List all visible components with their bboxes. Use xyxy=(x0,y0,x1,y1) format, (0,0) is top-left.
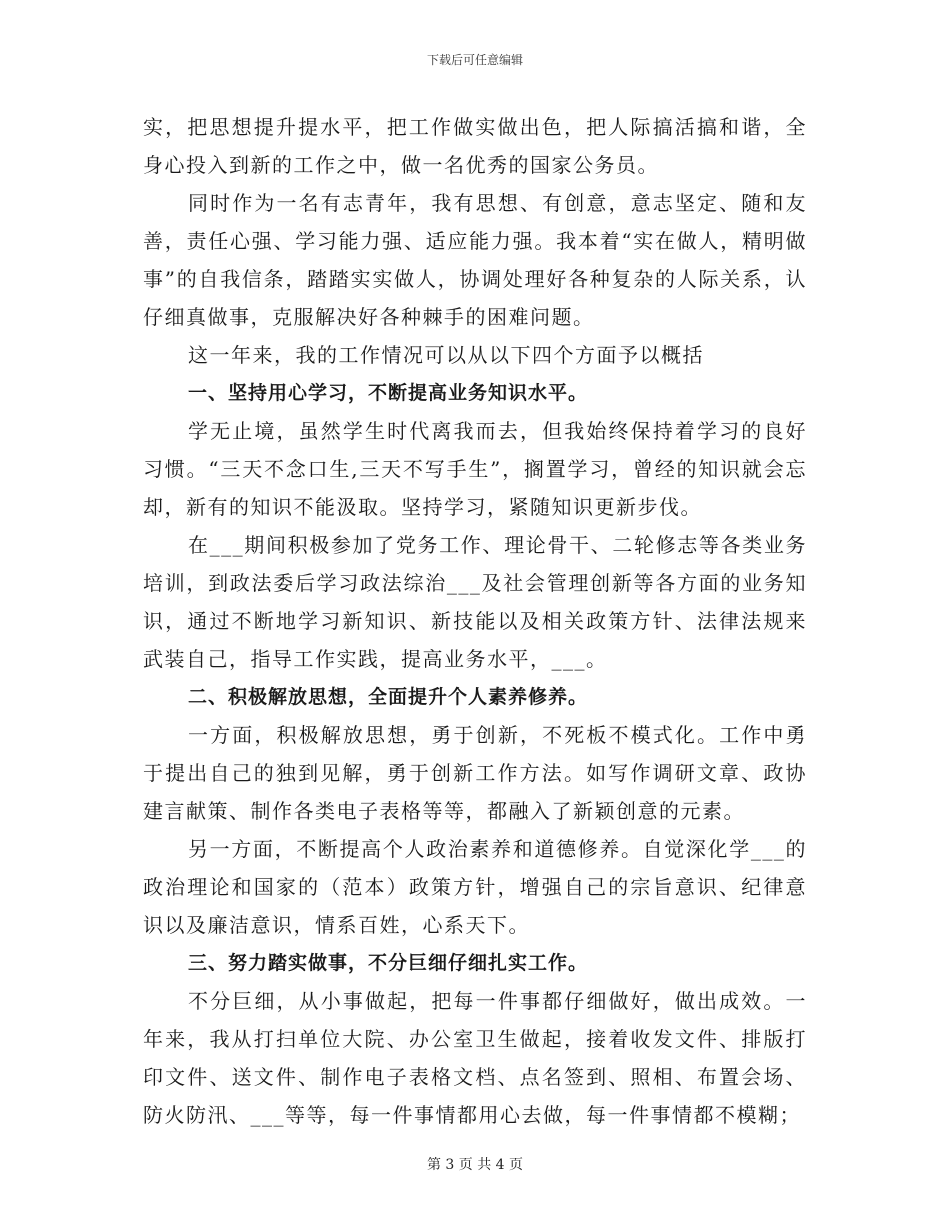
page-footer-number: 第 3 页 共 4 页 xyxy=(426,1157,524,1173)
document-body xyxy=(143,108,807,1134)
section-heading-2: 二、积极解放思想，全面提升个人素养修养。 xyxy=(188,686,589,708)
paragraph-1: 实，把思想提升提水平，把工作做实做出色，把人际搞活搞和谐，全身心投入到新的工作之中，做一名优秀的国家公务员。 xyxy=(143,115,807,177)
paragraph-8: 不分巨细，从小事做起，把每一件事都仔细做好，做出成效。一年来，我从打扫单位大院、办公室卫生做起，接着收发文件、排版打印文件、送文件、制作电子表格文档、点名签到、照相、布置会场、防火防汛、___等等，每一件事情都用心去做，每一件事情都不模糊； xyxy=(143,989,807,1127)
section-heading-3: 三、努力踏实做事，不分巨细仔细扎实工作。 xyxy=(188,952,589,974)
paragraph-4: 学无止境，虽然学生时代离我而去，但我始终保持着学习的良好习惯。“三天不念口生,三天不写手生”，搁置学习，曾经的知识就会忘却，新有的知识不能汲取。坚持学习，紧随知识更新步伐。 xyxy=(143,419,807,519)
paragraph-3: 这一年来，我的工作情况可以从以下四个方面予以概括 xyxy=(188,343,704,367)
paragraph-6: 一方面，积极解放思想，勇于创新，不死板不模式化。工作中勇于提出自己的独到见解，勇于创新工作方法。如写作调研文章、政协建言献策、制作各类电子表格等等，都融入了新颖创意的元素。 xyxy=(143,723,807,823)
page-header-note: 下载后可任意编辑 xyxy=(426,53,523,67)
paragraph-5: 在___期间积极参加了党务工作、理论骨干、二轮修志等各类业务培训，到政法委后学习政法综治___及社会管理创新等各方面的业务知识，通过不断地学习新知识、新技能以及相关政策方针、法律法规来武装自己，指导工作实践，提高业务水平，___。 xyxy=(143,533,807,671)
paragraph-2: 同时作为一名有志青年，我有思想、有创意，意志坚定、随和友善，责任心强、学习能力强、适应能力强。我本着“实在做人，精明做事”的自我信条，踏踏实实做人，协调处理好各种复杂的人际关系，认仔细真做事，克服解决好各种棘手的困难问题。 xyxy=(143,191,807,329)
paragraph-7: 另一方面，不断提高个人政治素养和道德修养。自觉深化学___的政治理论和国家的（范本）政策方针，增强自己的宗旨意识、纪律意识以及廉洁意识，情系百姓，心系天下。 xyxy=(143,837,807,937)
section-heading-1: 一、坚持用心学习，不断提高业务知识水平。 xyxy=(188,382,589,404)
